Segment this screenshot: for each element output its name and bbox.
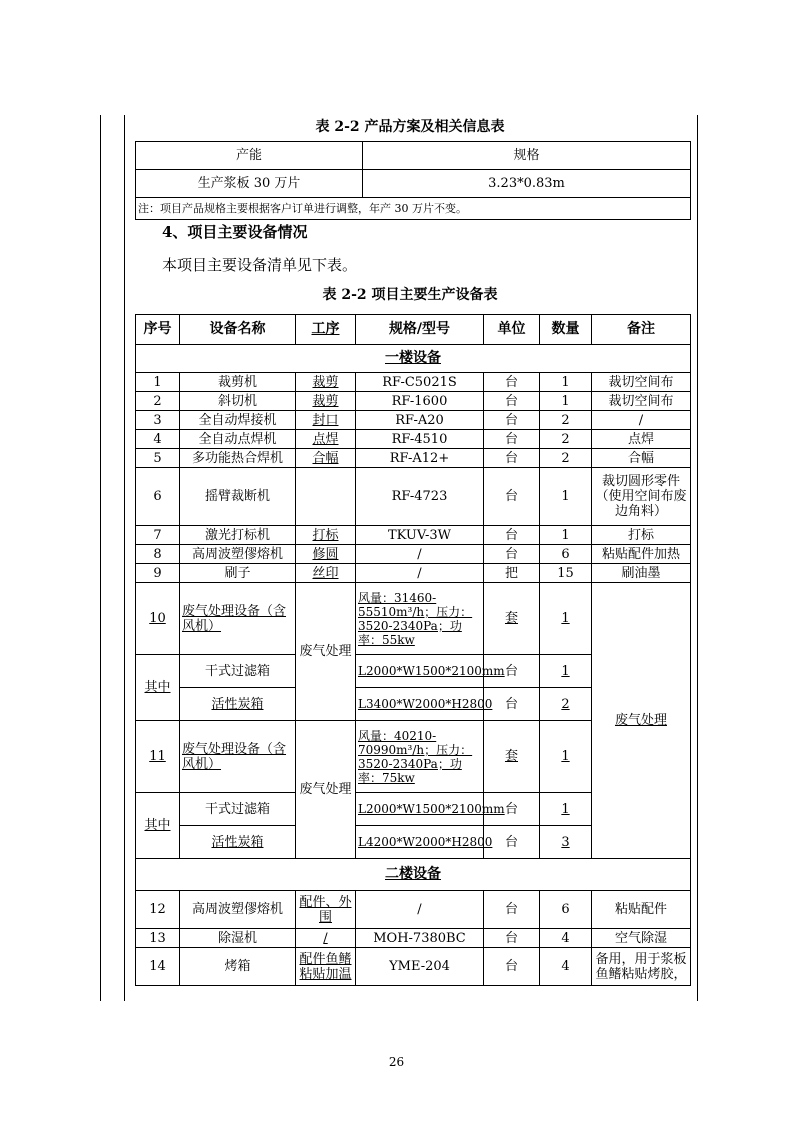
header-qty: 数量 <box>540 315 592 345</box>
header-no: 序号 <box>136 315 180 345</box>
cell-no: 6 <box>136 468 180 526</box>
cell-name: 全自动焊接机 <box>180 411 296 430</box>
section-heading: 4、项目主要设备情况 <box>162 223 308 241</box>
table-row <box>136 449 691 468</box>
group11-sub1-unit: 台 <box>484 793 540 826</box>
cell-capacity: 生产浆板 30 万片 <box>136 170 363 198</box>
cell-spec: TKUV-3W <box>356 526 484 545</box>
header-spec: 规格/型号 <box>356 315 484 345</box>
group11-spec: 风量：40210-70990m³/h；压力：3520-2340Pa；功率：75kw <box>356 721 484 793</box>
cell-name: 高周波塑僇熔机 <box>180 891 296 929</box>
group11-sub-label: 其中 <box>136 793 180 859</box>
cell-no: 4 <box>136 430 180 449</box>
cell-process <box>296 468 356 526</box>
cell-unit: 台 <box>484 545 540 564</box>
cell-name: 除湿机 <box>180 929 296 948</box>
cell-unit: 台 <box>484 392 540 411</box>
cell-process: 裁剪 <box>296 373 356 392</box>
group10-sub1-name: 干式过滤箱 <box>180 655 296 688</box>
cell-spec: / <box>356 891 484 929</box>
cell-remark: 备用，用于浆板鱼鳍粘贴烤胶， <box>592 948 691 986</box>
cell-spec: RF-1600 <box>356 392 484 411</box>
group10-unit: 套 <box>484 583 540 655</box>
cell-remark: 刷油墨 <box>592 564 691 583</box>
cell-spec: RF-C5021S <box>356 373 484 392</box>
cell-process: 修圆 <box>296 545 356 564</box>
cell-no: 14 <box>136 948 180 986</box>
cell-unit: 台 <box>484 891 540 929</box>
group10-sub2-unit: 台 <box>484 688 540 721</box>
table-row <box>136 891 691 929</box>
table1-caption: 表 2-2 产品方案及相关信息表 <box>315 119 505 135</box>
group11-sub2-name: 活性炭箱 <box>180 826 296 859</box>
cell-remark: 粘贴配件加热 <box>592 545 691 564</box>
cell-no: 13 <box>136 929 180 948</box>
header-remark: 备注 <box>592 315 691 345</box>
cell-spec: RF-A12+ <box>356 449 484 468</box>
table-row <box>136 545 691 564</box>
group11-sub1-spec: L2000*W1500*2100mm <box>356 793 484 826</box>
header-spec: 规格 <box>363 142 691 170</box>
table-row <box>136 411 691 430</box>
table-row <box>136 392 691 411</box>
cell-unit: 台 <box>484 449 540 468</box>
product-table <box>135 141 691 220</box>
cell-qty: 2 <box>540 411 592 430</box>
cell-name: 裁剪机 <box>180 373 296 392</box>
group10-process: 废气处理 <box>296 583 356 721</box>
group11-sub1-qty: 1 <box>540 793 592 826</box>
cell-unit: 台 <box>484 373 540 392</box>
cell-spec: 3.23*0.83m <box>363 170 691 198</box>
cell-qty: 4 <box>540 948 592 986</box>
floor1-label: 一楼设备 <box>136 345 691 373</box>
group10-spec: 风量：31460-55510m³/h；压力：3520-2340Pa；功率：55kw <box>356 583 484 655</box>
table1-note: 注：项目产品规格主要根据客户订单进行调整，年产 30 万片不变。 <box>136 198 691 220</box>
cell-unit: 台 <box>484 468 540 526</box>
group11-qty: 1 <box>540 721 592 793</box>
cell-remark: 裁切空间布 <box>592 373 691 392</box>
cell-name: 激光打标机 <box>180 526 296 545</box>
cell-name: 斜切机 <box>180 392 296 411</box>
group11-no: 11 <box>136 721 180 793</box>
group10-sub2-spec: L3400*W2000*H2800 <box>356 688 484 721</box>
group10-sub-label: 其中 <box>136 655 180 721</box>
cell-process: 打标 <box>296 526 356 545</box>
cell-process: 裁剪 <box>296 392 356 411</box>
group10-sub1-spec: L2000*W1500*2100mm <box>356 655 484 688</box>
cell-process: 配件鱼鳍粘贴加温 <box>296 948 356 986</box>
cell-spec: RF-A20 <box>356 411 484 430</box>
cell-process: 配件、外围 <box>296 891 356 929</box>
cell-name: 全自动点焊机 <box>180 430 296 449</box>
group10-name: 废气处理设备（含风机） <box>180 583 296 655</box>
cell-unit: 台 <box>484 929 540 948</box>
cell-no: 3 <box>136 411 180 430</box>
cell-name: 高周波塑僇熔机 <box>180 545 296 564</box>
table-row <box>136 929 691 948</box>
cell-qty: 2 <box>540 449 592 468</box>
page-number: 26 <box>388 1055 405 1069</box>
cell-no: 1 <box>136 373 180 392</box>
group11-name: 废气处理设备（含风机） <box>180 721 296 793</box>
cell-unit: 台 <box>484 948 540 986</box>
cell-qty: 6 <box>540 545 592 564</box>
group11-sub2-spec: L4200*W2000*H2800 <box>356 826 484 859</box>
cell-no: 2 <box>136 392 180 411</box>
group11-process: 废气处理 <box>296 721 356 859</box>
cell-no: 8 <box>136 545 180 564</box>
cell-spec: YME-204 <box>356 948 484 986</box>
cell-name: 多功能热合焊机 <box>180 449 296 468</box>
group10-sub1-qty: 1 <box>540 655 592 688</box>
table-row <box>136 430 691 449</box>
cell-remark: 点焊 <box>592 430 691 449</box>
group11-unit: 套 <box>484 721 540 793</box>
cell-spec: / <box>356 545 484 564</box>
cell-remark: 打标 <box>592 526 691 545</box>
cell-process: 点焊 <box>296 430 356 449</box>
cell-unit: 把 <box>484 564 540 583</box>
cell-spec: RF-4723 <box>356 468 484 526</box>
cell-name: 摇臂裁断机 <box>180 468 296 526</box>
cell-qty: 1 <box>540 373 592 392</box>
cell-remark: 粘贴配件 <box>592 891 691 929</box>
cell-process: / <box>296 929 356 948</box>
cell-qty: 1 <box>540 392 592 411</box>
header-process: 工序 <box>296 315 356 345</box>
header-name: 设备名称 <box>180 315 296 345</box>
cell-qty: 4 <box>540 929 592 948</box>
table-row <box>136 526 691 545</box>
group10-no: 10 <box>136 583 180 655</box>
cell-remark: 空气除湿 <box>592 929 691 948</box>
table-row <box>136 948 691 986</box>
cell-spec: MOH-7380BC <box>356 929 484 948</box>
cell-no: 5 <box>136 449 180 468</box>
group11-sub2-qty: 3 <box>540 826 592 859</box>
cell-qty: 15 <box>540 564 592 583</box>
table-row <box>136 564 691 583</box>
cell-remark: 合幅 <box>592 449 691 468</box>
cell-unit: 台 <box>484 430 540 449</box>
header-capacity: 产能 <box>136 142 363 170</box>
cell-no: 12 <box>136 891 180 929</box>
group10-sub1-unit: 台 <box>484 655 540 688</box>
cell-qty: 1 <box>540 468 592 526</box>
cell-unit: 台 <box>484 411 540 430</box>
cell-remark: 裁切空间布 <box>592 392 691 411</box>
group11-sub2-unit: 台 <box>484 826 540 859</box>
cell-remark: 裁切圆形零件（使用空间布废边角料） <box>592 468 691 526</box>
cell-process: 合幅 <box>296 449 356 468</box>
cell-remark: / <box>592 411 691 430</box>
cell-name: 刷子 <box>180 564 296 583</box>
section-text: 本项目主要设备清单见下表。 <box>162 256 358 274</box>
cell-unit: 台 <box>484 526 540 545</box>
header-unit: 单位 <box>484 315 540 345</box>
cell-no: 9 <box>136 564 180 583</box>
group10-qty: 1 <box>540 583 592 655</box>
table-row <box>136 373 691 392</box>
table2-caption: 表 2-2 项目主要生产设备表 <box>322 287 498 303</box>
waste-remark: 废气处理 <box>592 583 691 859</box>
cell-spec: / <box>356 564 484 583</box>
group10-sub2-qty: 2 <box>540 688 592 721</box>
cell-qty: 6 <box>540 891 592 929</box>
floor2-label: 二楼设备 <box>136 859 691 891</box>
cell-process: 封口 <box>296 411 356 430</box>
cell-qty: 2 <box>540 430 592 449</box>
cell-no: 7 <box>136 526 180 545</box>
frame-inner-line <box>124 115 125 1001</box>
cell-qty: 1 <box>540 526 592 545</box>
group11-sub1-name: 干式过滤箱 <box>180 793 296 826</box>
cell-name: 烤箱 <box>180 948 296 986</box>
table-row <box>136 468 691 526</box>
cell-spec: RF-4510 <box>356 430 484 449</box>
group10-sub2-name: 活性炭箱 <box>180 688 296 721</box>
equipment-table <box>135 314 691 986</box>
cell-process: 丝印 <box>296 564 356 583</box>
